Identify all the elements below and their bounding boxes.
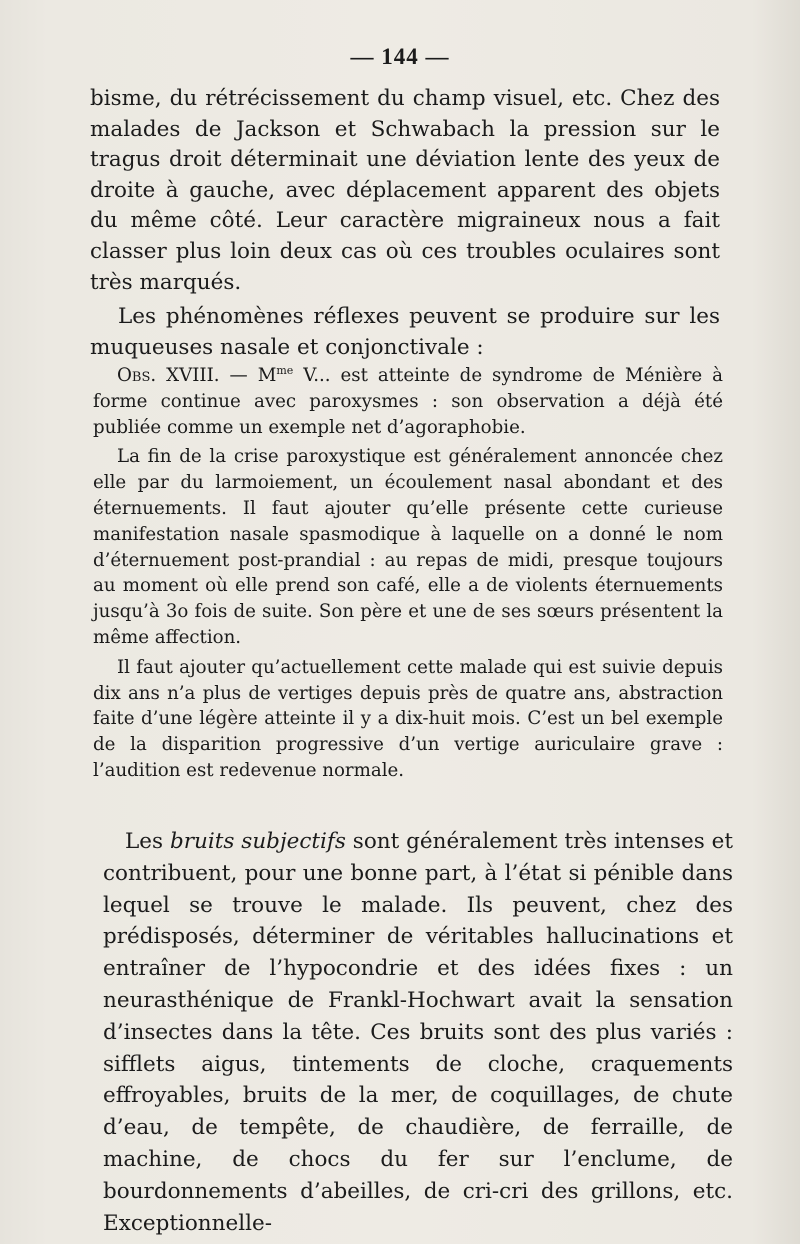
page-number: — 144 — <box>350 44 450 69</box>
observation-block <box>93 354 723 784</box>
paragraph-reflex-phenomena: Les phénomènes réflexes peuvent se produire sur les muqueuses nasale et conjonctivale : <box>90 304 720 360</box>
observation-label: Obs. XVIII. <box>117 365 220 387</box>
patient-superscript: me <box>276 364 294 377</box>
observation-heading-text: V... est atteinte de syndrome de Ménière à forme continue avec paroxysmes : son observation a déjà été publiée comme un exemple net d’agoraphobie. <box>93 365 723 438</box>
top-text-block <box>90 84 720 363</box>
observation-paragraph-outcome: Il faut ajouter qu’actuellement cette malade qui est suivie depuis dix ans n’a plus de vertiges depuis près de quatre ans, abstraction faite d’une légère atteinte il y a dix-huit mois. C’est un bel exemple de la disparition progressive d’un vertige auriculaire grave : l’audition est redevenue normale. <box>93 656 723 782</box>
observation-heading-paragraph <box>93 358 723 440</box>
paragraph-continuation: bisme, du rétrécissement du champ visuel, etc. Chez des malades de Jackson et Schwabach la pression sur le tragus droit déterminait une déviation lente des yeux de droite à gauche, avec déplacement apparent des objets du même côté. Leur caractère migraineux nous a fait classer plus loin deux cas où ces troubles oculaires sont très marqués. <box>90 86 720 295</box>
patient-prefix: M <box>257 365 277 387</box>
observation-paragraph-crisis: La fin de la crise paroxystique est généralement annoncée chez elle par du larmoiement, un écoulement nasal abondant et des éternuements. Il faut ajouter qu’elle présente cette curieuse manifestation nasale spasmodique à laquelle on a donné le nom d’éternuement post-prandial : au repas de midi, presque toujours au moment où elle prend son café, elle a de violents éternuements jusqu’à 3o fois de suite. Son père et une de ses sœurs présentent la même affection. <box>93 446 723 649</box>
subjective-noises-block <box>103 826 733 1239</box>
paragraph-body: sont généralement très intenses et contribuent, pour une bonne part, à l’état si pénible dans lequel se trouve le malade. Ils peuvent, chez des prédisposés, déterminer de véritables hallucinations et entraîner de l’hypocondrie et des idées fixes : un neurasthénique de Frankl-Hochwart avait la sensation d’insectes dans la tête. Ces bruits sont des plus variés : sifflets aigus, tintements de cloche, craquements effroyables, bruits de la mer, de coquillages, de chute d’eau, de tempête, de chaudière, de ferraille, de machine, de chocs du fer sur l’enclume, de bourdonnements d’abeilles, de cri-cri des grillons, etc. Exceptionnelle- <box>103 829 734 1236</box>
observation-dash: — <box>219 365 258 387</box>
paragraph-subjective-noises <box>103 826 733 1239</box>
paragraph-lead: Les <box>125 829 170 854</box>
emphasized-term: bruits subjectifs <box>169 829 346 854</box>
